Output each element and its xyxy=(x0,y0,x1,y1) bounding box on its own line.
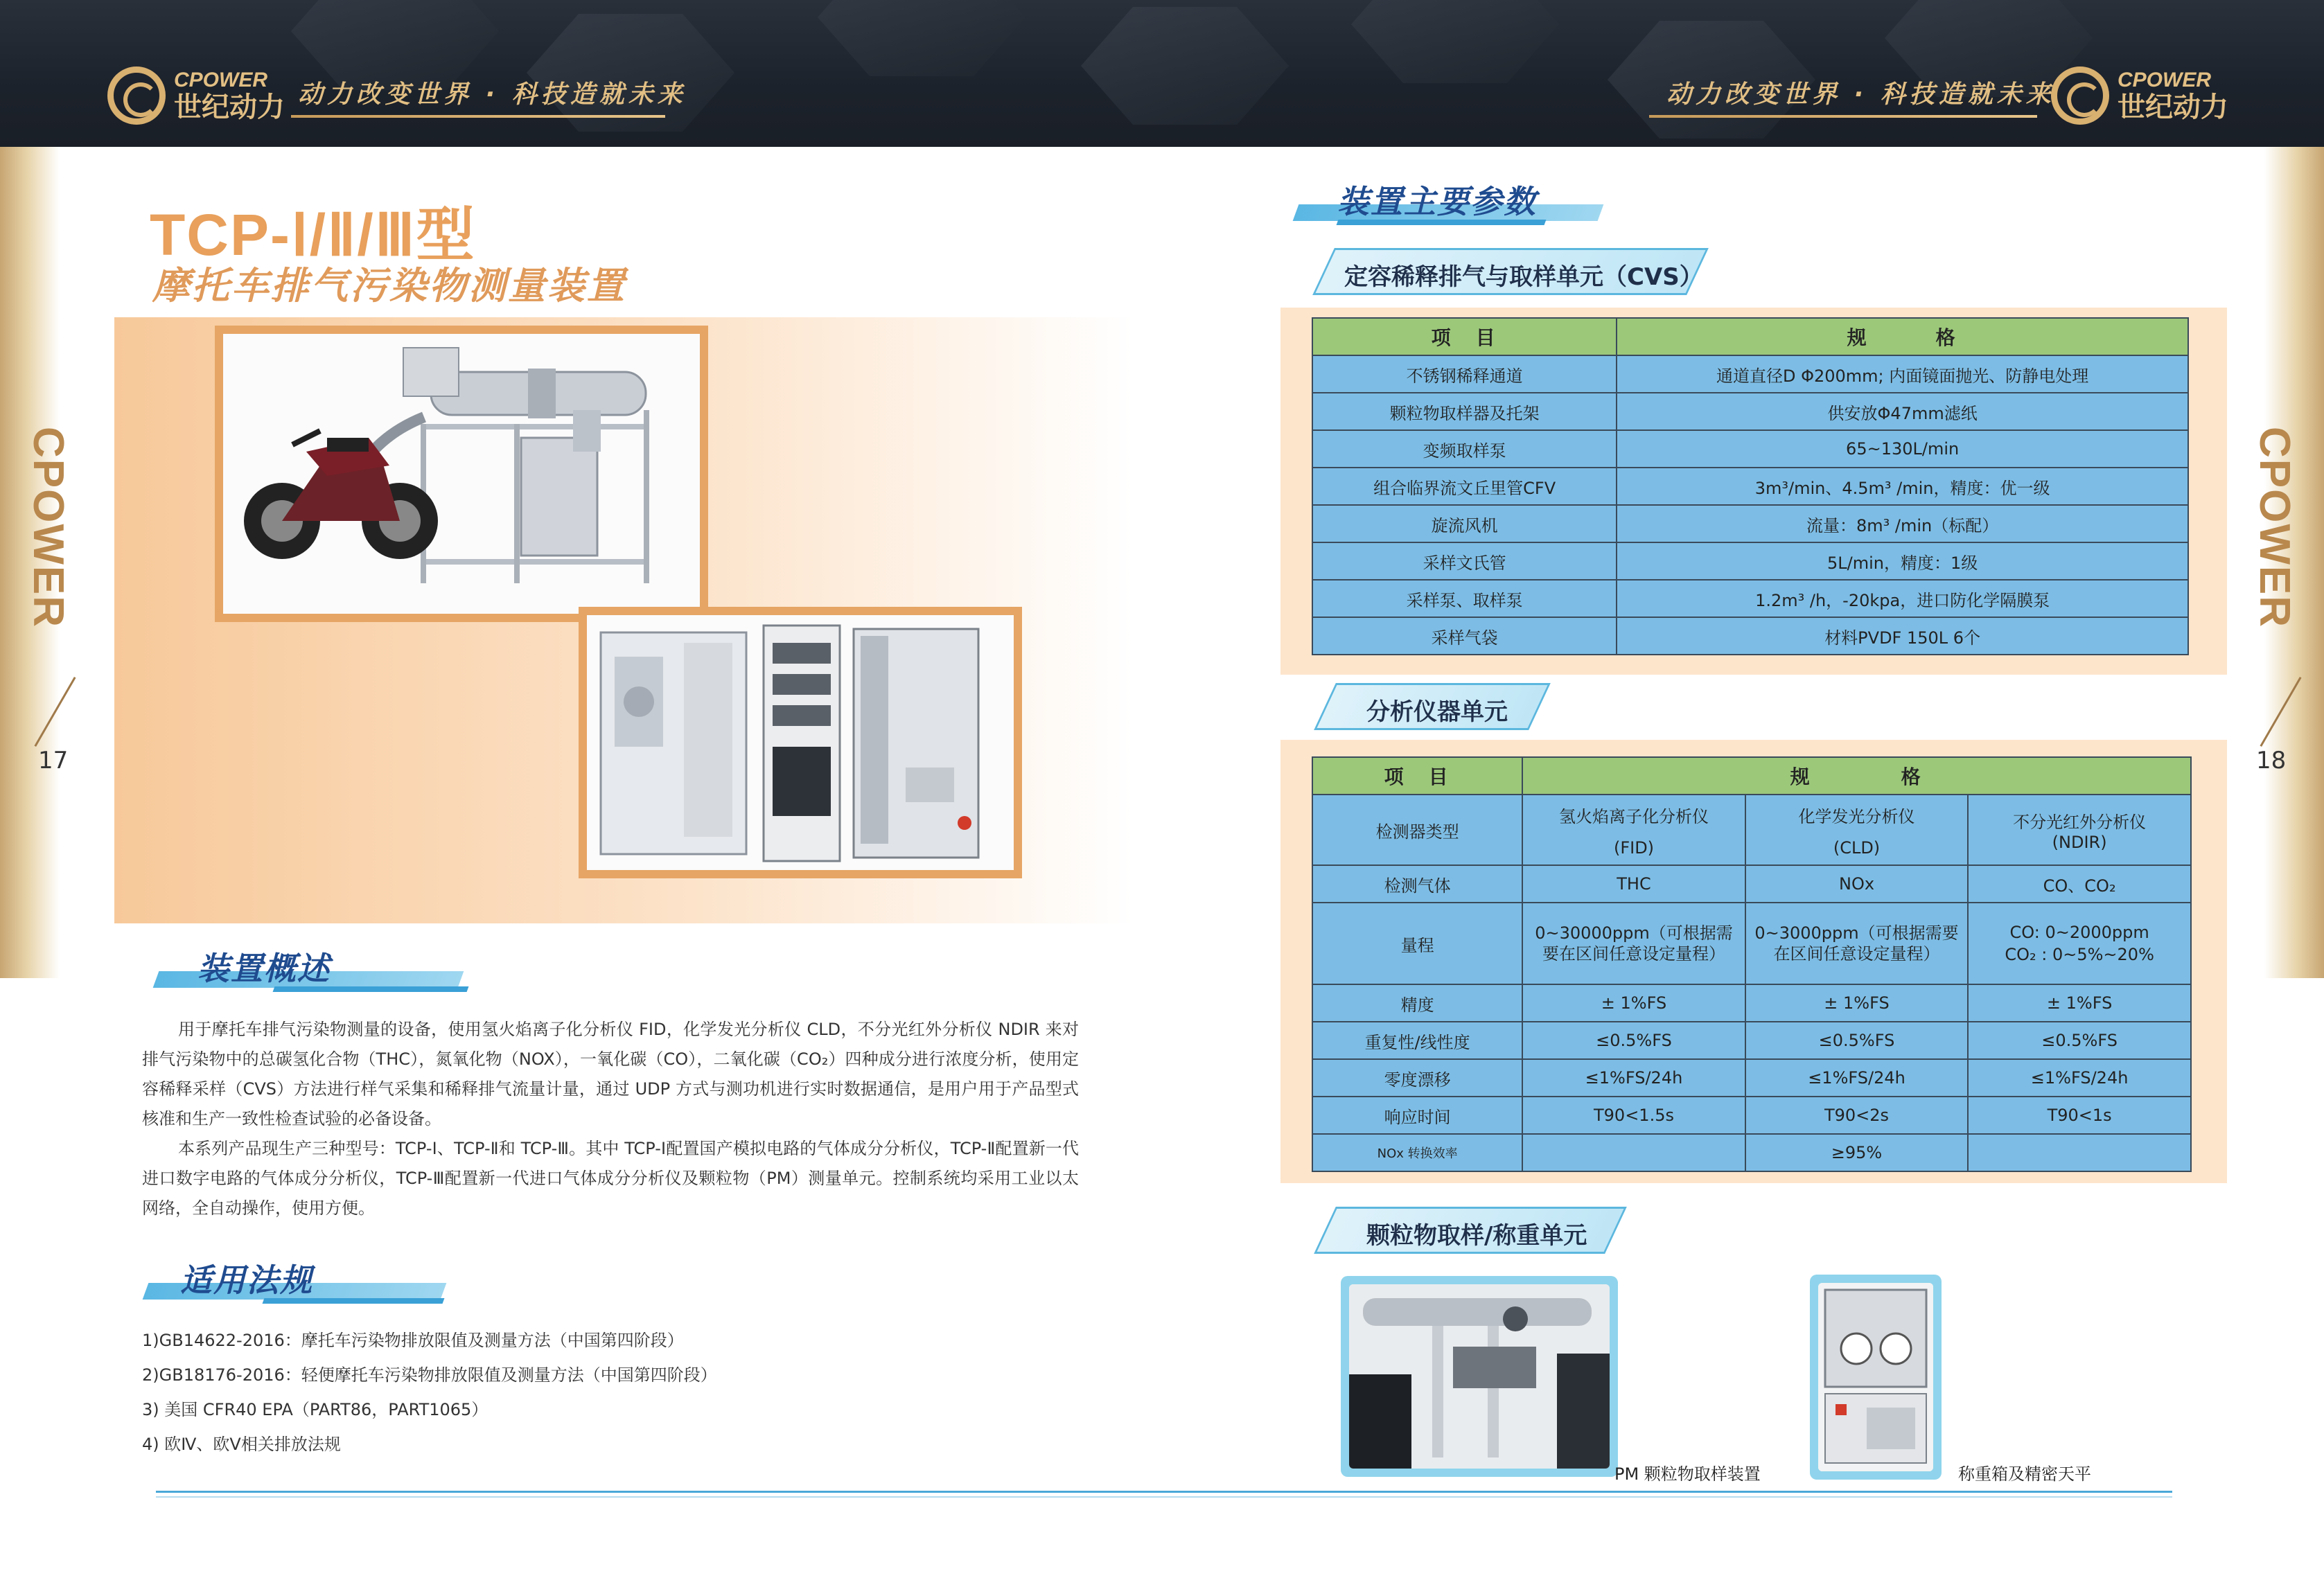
overview-heading-text: 装置概述 xyxy=(197,950,331,987)
analyzer-subheading xyxy=(1325,683,1553,730)
cell: ≤1%FS/24h xyxy=(1522,1059,1745,1097)
cell: T90<2s xyxy=(1745,1097,1968,1134)
cell: ± 1%FS xyxy=(1522,984,1745,1022)
overview-text xyxy=(142,1015,1079,1223)
params-heading xyxy=(1296,177,1608,225)
cell: ± 1%FS xyxy=(1968,984,2191,1022)
cell: 1.2m³ /h，-20kpa，进口防化学隔膜泵 xyxy=(1617,580,2188,617)
cell: ≤1%FS/24h xyxy=(1968,1059,2191,1097)
overview-paragraph-2: 本系列产品现生产三种型号：TCP-Ⅰ、TCP-Ⅱ和 TCP-Ⅲ。其中 TCP-Ⅰ配置国产模拟电路的气体成分分析仪，TCP-Ⅱ配置新一代进口数字电路的气体成分分析仪，TCP-Ⅲ配置新一代进口气体成分分析仪及颗粒物（PM）测量单元。控制系统均采用工业以太网络，全自动操作，使用方便。 xyxy=(142,1139,1079,1218)
table-row xyxy=(1312,1059,2191,1097)
photo-cvs-system xyxy=(215,326,708,622)
cell: 65~130L/min xyxy=(1617,430,2188,468)
law-item: 4) 欧Ⅳ、欧Ⅴ相关排放法规 xyxy=(142,1435,341,1454)
table-header-row xyxy=(1312,318,2188,355)
photo-pm-sampler xyxy=(1341,1276,1618,1477)
analyzer-cabinets-illustration xyxy=(587,615,1014,870)
cell: ≤1%FS/24h xyxy=(1745,1059,1968,1097)
page-header xyxy=(0,0,2324,147)
header-rule-right xyxy=(1649,115,2037,118)
laws-list xyxy=(142,1323,717,1462)
col-header-item: 项 目 xyxy=(1312,318,1617,355)
product-subtitle: 摩托车排气污染物测量装置 xyxy=(152,264,626,308)
hex-decor xyxy=(1351,0,1559,83)
weighing-chamber-illustration xyxy=(1818,1283,1933,1471)
slogan-right: 动力改变世界 · 科技造就未来 xyxy=(1666,80,2055,109)
cell: THC xyxy=(1522,865,1745,903)
cell: 3m³/min、4.5m³ /min，精度：优一级 xyxy=(1617,468,2188,505)
hex-decor xyxy=(1081,7,1289,125)
logo-right xyxy=(2051,67,2228,125)
detector-name: 化学发光分析仪 xyxy=(1798,806,1915,826)
cell: 0~30000ppm（可根据需要在区间任意设定量程） xyxy=(1522,903,1745,984)
table-row xyxy=(1312,984,2191,1022)
table-row xyxy=(1312,393,2188,430)
cvs-system-illustration xyxy=(223,334,700,614)
header-rule-left xyxy=(291,115,665,118)
table-header-row xyxy=(1312,757,2191,795)
table-row xyxy=(1312,865,2191,903)
table-row xyxy=(1312,355,2188,393)
cell: T90<1s xyxy=(1968,1097,2191,1134)
cell: 组合临界流文丘里管CFV xyxy=(1312,468,1617,505)
law-item: 2)GB18176-2016：轻便摩托车污染物排放限值及测量方法（中国第四阶段） xyxy=(142,1365,717,1385)
cvs-title: 定容稀释排气与取样单元（CVS） xyxy=(1344,263,1703,291)
col-header-spec: 规 格 xyxy=(1522,757,2191,795)
overview-paragraph-1: 用于摩托车排气污染物测量的设备，使用氢火焰离子化分析仪 FID，化学发光分析仪 CLD，不分光红外分析仪 NDIR 来对排气污染物中的总碳氢化合物（THC），氮氧化物（NOX），一氧化碳（CO），二氧化碳（CO₂）四种成分进行浓度分析，使用定容稀释采样（CVS）方法进行样气采集和稀释排气流量计量，通过 UDP 方式与测功机进行实时数据通信，是用户用于产品型式核准和生产一致性检查试验的必备设备。 xyxy=(142,1020,1079,1128)
cell: 响应时间 xyxy=(1312,1097,1522,1134)
table-row xyxy=(1312,505,2188,542)
cell: NOx xyxy=(1745,865,1968,903)
cell: 变频取样泵 xyxy=(1312,430,1617,468)
product-title: TCP-Ⅰ/Ⅱ/Ⅲ型 xyxy=(150,202,476,267)
cell xyxy=(1968,1134,2191,1171)
table-row xyxy=(1312,795,2191,865)
cell: 材料PVDF 150L 6个 xyxy=(1617,617,2188,655)
brand-cn: 世纪动力 xyxy=(2118,91,2228,123)
detector-name: 氢火焰离子化分析仪 xyxy=(1559,806,1709,826)
col-header-spec: 规 格 xyxy=(1617,318,2188,355)
col-header-item: 项 目 xyxy=(1312,757,1522,795)
cell: 重复性/线性度 xyxy=(1312,1022,1522,1059)
cell: ± 1%FS xyxy=(1745,984,1968,1022)
brand-en: CPOWER xyxy=(174,69,267,91)
table-row xyxy=(1312,617,2188,655)
slogan-left: 动力改变世界 · 科技造就未来 xyxy=(298,80,687,109)
footer-rule-thin xyxy=(156,1496,2172,1498)
hex-decor xyxy=(818,0,1025,76)
pm-title: 颗粒物取样/称重单元 xyxy=(1366,1222,1587,1250)
analyzer-table xyxy=(1312,756,2192,1172)
cell xyxy=(1745,795,1968,865)
table-row xyxy=(1312,1022,2191,1059)
law-item: 1)GB14622-2016：摩托车污染物排放限值及测量方法（中国第四阶段） xyxy=(142,1331,684,1350)
table-row xyxy=(1312,1097,2191,1134)
side-word-right: CPOWER xyxy=(2251,427,2298,628)
cell: 检测器类型 xyxy=(1312,795,1522,865)
side-word-left: CPOWER xyxy=(24,427,72,628)
cell: 旋流风机 xyxy=(1312,505,1617,542)
table-row xyxy=(1312,430,2188,468)
cpower-logo-icon xyxy=(107,67,166,125)
table-row xyxy=(1312,580,2188,617)
photo-weighing-chamber xyxy=(1810,1275,1942,1480)
photo-analyzer-cabinets xyxy=(579,607,1022,878)
cell: ≤0.5%FS xyxy=(1745,1022,1968,1059)
detector-abbr: (CLD) xyxy=(1833,837,1881,858)
page-number-left: 17 xyxy=(38,747,69,774)
hex-decor xyxy=(527,14,734,132)
cell xyxy=(1968,795,2191,865)
detector-name: 不分光红外分析仪 xyxy=(2013,812,2147,832)
cell: 采样气袋 xyxy=(1312,617,1617,655)
laws-heading-text: 适用法规 xyxy=(180,1261,313,1299)
detector-abbr: (FID) xyxy=(1613,837,1655,858)
cell: T90<1.5s xyxy=(1522,1097,1745,1134)
pm-sampler-illustration xyxy=(1349,1284,1610,1469)
logo-left xyxy=(107,67,285,125)
law-item: 3) 美国 CFR40 EPA（PART86，PART1065） xyxy=(142,1400,488,1419)
cell xyxy=(1522,795,1745,865)
cell: ≥95% xyxy=(1745,1134,1968,1171)
laws-heading xyxy=(139,1255,450,1304)
table-row xyxy=(1312,903,2191,984)
cell: 采样泵、取样泵 xyxy=(1312,580,1617,617)
cell: 检测气体 xyxy=(1312,865,1522,903)
cell: 量程 xyxy=(1312,903,1522,984)
page-number-right: 18 xyxy=(2256,747,2287,774)
cell xyxy=(1522,1134,1745,1171)
cell: 0~3000ppm（可根据需要在区间任意设定量程） xyxy=(1745,903,1968,984)
table-row xyxy=(1312,542,2188,580)
cvs-subheading xyxy=(1323,248,1711,295)
footer-rule xyxy=(156,1491,2172,1493)
pm-sampler-caption: PM 颗粒物取样装置 xyxy=(1614,1464,1761,1484)
cpower-logo-icon xyxy=(2051,67,2109,125)
analyzer-title: 分析仪器单元 xyxy=(1366,698,1508,726)
brand-en: CPOWER xyxy=(2118,69,2211,91)
cell: 精度 xyxy=(1312,984,1522,1022)
overview-heading xyxy=(149,943,468,992)
cell: CO、CO₂ xyxy=(1968,865,2191,903)
cell: CO: 0~2000ppm CO₂ : 0~5%~20% xyxy=(1968,903,2191,984)
table-row xyxy=(1312,468,2188,505)
cvs-table xyxy=(1312,317,2189,655)
params-heading-text: 装置主要参数 xyxy=(1337,183,1537,220)
cell: ≤0.5%FS xyxy=(1522,1022,1745,1059)
cell: 5L/min，精度：1级 xyxy=(1617,542,2188,580)
weighing-caption: 称重箱及精密天平 xyxy=(1958,1464,2091,1484)
table-row xyxy=(1312,1134,2191,1171)
detector-abbr: (NDIR) xyxy=(2052,832,2107,852)
cell: 采样文氏管 xyxy=(1312,542,1617,580)
pm-subheading xyxy=(1325,1207,1630,1254)
cell: 流量：8m³ /min（标配） xyxy=(1617,505,2188,542)
cell: ≤0.5%FS xyxy=(1968,1022,2191,1059)
brand-cn: 世纪动力 xyxy=(174,91,285,123)
cell: 供安放Φ47mm滤纸 xyxy=(1617,393,2188,430)
cell: 通道直径D Φ200mm; 内面镜面抛光、防静电处理 xyxy=(1617,355,2188,393)
cell: NOx 转换效率 xyxy=(1312,1134,1522,1171)
cell: 颗粒物取样器及托架 xyxy=(1312,393,1617,430)
cell: 不锈钢稀释通道 xyxy=(1312,355,1617,393)
cell: 零度漂移 xyxy=(1312,1059,1522,1097)
